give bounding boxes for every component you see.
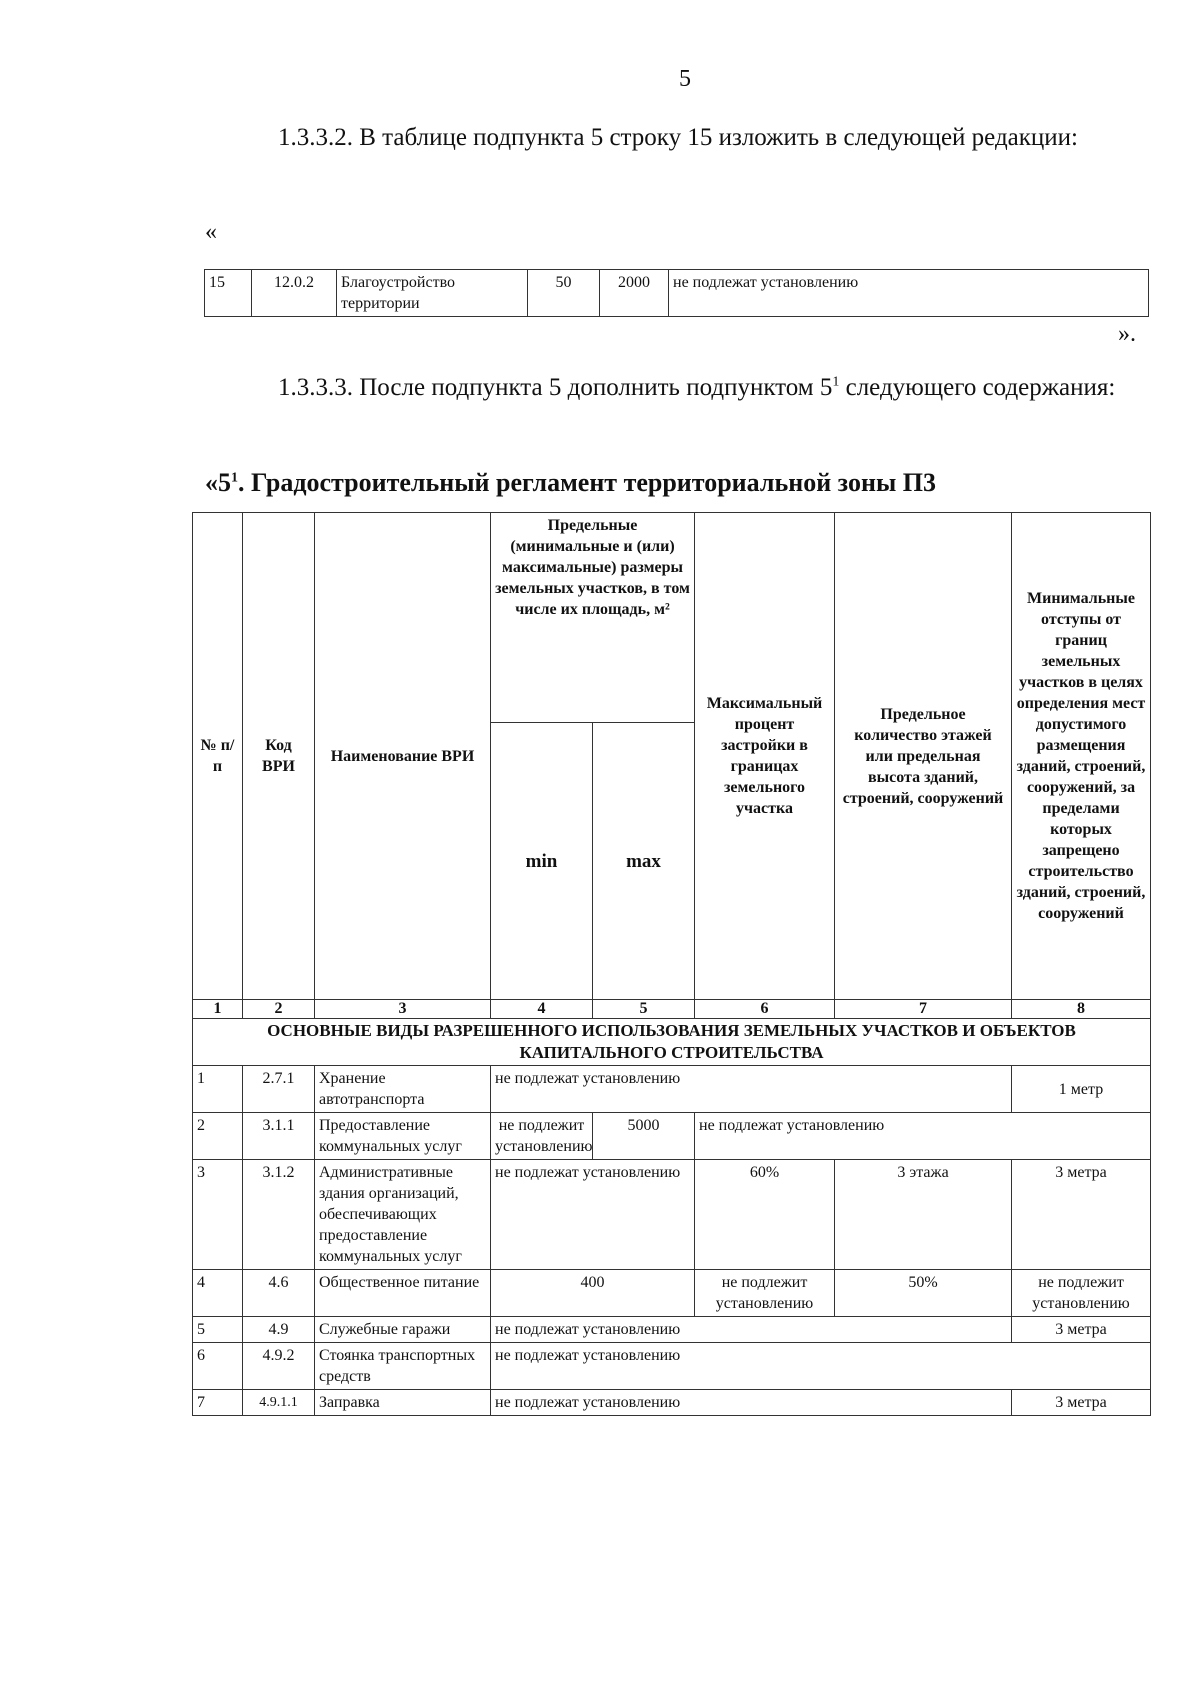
row-num: 7 bbox=[193, 1390, 243, 1416]
row-merged: не подлежат установлению bbox=[491, 1066, 1012, 1113]
table-row bbox=[193, 1113, 1151, 1160]
header-setbacks: Минимальные отступы от границ земельных участков в целях определения мест допустимого размещения зданий, строений, сооружений, за пределами которых запрещено строительство зданий, строений, сооружений bbox=[1012, 513, 1151, 1000]
row-floors: 50% bbox=[835, 1270, 1012, 1317]
row-floors: 3 этажа bbox=[835, 1160, 1012, 1270]
col-number: 7 bbox=[835, 1000, 1012, 1019]
row-percent: не подлежит установлению bbox=[695, 1270, 835, 1317]
row-num: 4 bbox=[193, 1270, 243, 1317]
row-code: 4.6 bbox=[243, 1270, 315, 1317]
col-number: 8 bbox=[1012, 1000, 1151, 1019]
header-percent: Максимальный процент застройки в границах земельного участка bbox=[695, 513, 835, 1000]
row-minmax: 400 bbox=[491, 1270, 695, 1317]
row-num: 2 bbox=[193, 1113, 243, 1160]
header-code: Код ВРИ bbox=[243, 513, 315, 1000]
row-percent: 60% bbox=[695, 1160, 835, 1270]
row-merged: не подлежат установлению bbox=[491, 1390, 1012, 1416]
quote-open: « bbox=[205, 219, 217, 245]
row-name: Стоянка транспортных средств bbox=[315, 1343, 491, 1390]
row-setback: не подлежит установлению bbox=[1012, 1270, 1151, 1317]
page-number: 5 bbox=[679, 66, 691, 92]
amended-row-table bbox=[204, 269, 1149, 317]
table-row bbox=[193, 1160, 1151, 1270]
regulation-title: «$5^1$. Градостроительный регламент территориальной зоны П3 bbox=[205, 468, 936, 497]
header-min: min bbox=[491, 723, 593, 1000]
quote-close: ». bbox=[1118, 321, 1136, 347]
row-max: 5000 bbox=[593, 1113, 695, 1160]
table-row bbox=[193, 1066, 1151, 1113]
row-name: Заправка bbox=[315, 1390, 491, 1416]
row-merged: не подлежат установлению bbox=[491, 1317, 1012, 1343]
row-num: 6 bbox=[193, 1343, 243, 1390]
table-row bbox=[193, 1343, 1151, 1390]
paragraph-1-3-3-2: 1.3.3.2. В таблице подпункта 5 строку 15 изложить в следующей редакции: bbox=[278, 124, 1078, 151]
row-name: Общественное питание bbox=[315, 1270, 491, 1317]
col-number: 4 bbox=[491, 1000, 593, 1019]
row-name: Административные здания организаций, обеспечивающих предоставление коммунальных услуг bbox=[315, 1160, 491, 1270]
table-row bbox=[193, 1317, 1151, 1343]
col-number: 5 bbox=[593, 1000, 695, 1019]
row-setback: 3 метра bbox=[1012, 1160, 1151, 1270]
row-setback: 1 метр bbox=[1012, 1066, 1151, 1113]
row-rest: не подлежат установлению bbox=[695, 1113, 1151, 1160]
table-row bbox=[205, 270, 1149, 317]
col-number: 2 bbox=[243, 1000, 315, 1019]
column-numbers-row bbox=[193, 1000, 1151, 1019]
row-code: 3.1.1 bbox=[243, 1113, 315, 1160]
row-code: 3.1.2 bbox=[243, 1160, 315, 1270]
col-number: 1 bbox=[193, 1000, 243, 1019]
paragraph-1-3-3-3: 1.3.3.3. После подпункта 5 дополнить подпунктом $5^1$ следующего содержания: bbox=[278, 374, 1116, 401]
cell-code: 12.0.2 bbox=[252, 270, 337, 317]
table-row bbox=[193, 1390, 1151, 1416]
row-code: 4.9.2 bbox=[243, 1343, 315, 1390]
row-name: Хранение автотранспорта bbox=[315, 1066, 491, 1113]
header-name: Наименование ВРИ bbox=[315, 513, 491, 1000]
row-setback: 3 метра bbox=[1012, 1390, 1151, 1416]
zone-regulation-table bbox=[192, 512, 1151, 1416]
cell-num: 15 bbox=[205, 270, 252, 317]
row-num: 1 bbox=[193, 1066, 243, 1113]
header-sizes: Предельные (минимальные и (или) максимальные) размеры земельных участков, в том числе их площадь, м² bbox=[491, 513, 695, 723]
cell-name: Благоустройство территории bbox=[337, 270, 528, 317]
cell-min: 50 bbox=[528, 270, 600, 317]
col-number: 3 bbox=[315, 1000, 491, 1019]
row-num: 5 bbox=[193, 1317, 243, 1343]
cell-rest: не подлежат установлению bbox=[669, 270, 1149, 317]
header-floors: Предельное количество этажей или предельная высота зданий, строений, сооружений bbox=[835, 513, 1012, 1000]
row-rest: не подлежат установлению bbox=[491, 1343, 1151, 1390]
row-code: 4.9.1.1 bbox=[243, 1390, 315, 1416]
header-num: № п/п bbox=[193, 513, 243, 1000]
section-row bbox=[193, 1019, 1151, 1066]
row-code: 2.7.1 bbox=[243, 1066, 315, 1113]
header-row-1 bbox=[193, 513, 1151, 723]
row-num: 3 bbox=[193, 1160, 243, 1270]
cell-max: 2000 bbox=[600, 270, 669, 317]
header-max: max bbox=[593, 723, 695, 1000]
row-setback: 3 метра bbox=[1012, 1317, 1151, 1343]
row-code: 4.9 bbox=[243, 1317, 315, 1343]
section-title: ОСНОВНЫЕ ВИДЫ РАЗРЕШЕННОГО ИСПОЛЬЗОВАНИЯ ЗЕМЕЛЬНЫХ УЧАСТКОВ И ОБЪЕКТОВ КАПИТАЛЬНОГО СТРОИТЕЛЬСТВА bbox=[193, 1019, 1151, 1066]
row-name: Служебные гаражи bbox=[315, 1317, 491, 1343]
row-name: Предоставление коммунальных услуг bbox=[315, 1113, 491, 1160]
row-min: не подлежит установлению bbox=[491, 1113, 593, 1160]
row-minmax: не подлежат установлению bbox=[491, 1160, 695, 1270]
table-row bbox=[193, 1270, 1151, 1317]
col-number: 6 bbox=[695, 1000, 835, 1019]
